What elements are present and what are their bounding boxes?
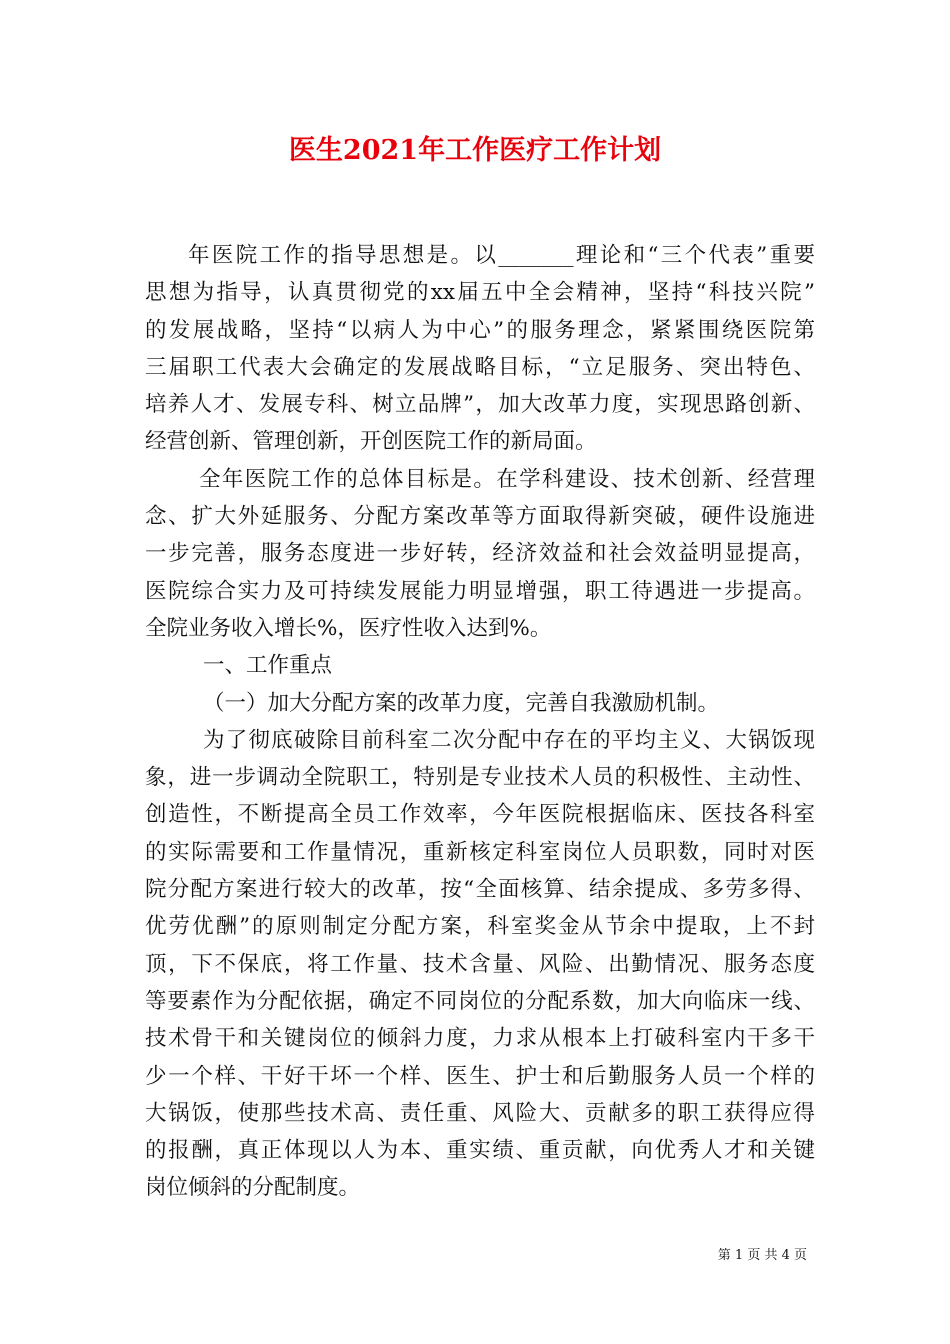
text-line: 岗位倾斜的分配制度。 (145, 1175, 361, 1201)
text-line: 全年医院工作的总体目标是。在学科建设、技术创新、经营理 (199, 466, 815, 492)
text-line: 院分配方案进行较大的改革，按“全面核算、结余提成、多劳多得、 (145, 877, 815, 903)
text-line: 培养人才、发展专科、树立品牌”，加大改革力度，实现思路创新、 (145, 392, 815, 418)
text-line: 的报酬，真正体现以人为本、重实绩、重贡献，向优秀人才和关键 (145, 1138, 815, 1164)
document-body (145, 237, 815, 1207)
subsection-heading (145, 685, 815, 722)
text-line: 念、扩大外延服务、分配方案改革等方面取得新突破，硬件设施进 (145, 504, 815, 530)
text-line: 全院业务收入增长%，医疗性收入达到%。 (145, 615, 552, 641)
text-line: 顶，下不保底，将工作量、技术含量、风险、出勤情况、服务态度 (145, 951, 815, 977)
text-line: 年医院工作的指导思想是。以_______理论和“三个代表”重要 (188, 243, 815, 268)
text-line: 三届职工代表大会确定的发展战略目标，“立足服务、突出特色、 (145, 354, 815, 380)
text-line: 等要素作为分配依据，确定不同岗位的分配系数，加大向临床一线、 (145, 988, 815, 1014)
text-line: 医院综合实力及可持续发展能力明显增强，职工待遇进一步提高。 (145, 578, 815, 604)
paragraph-distribution-reform (145, 722, 815, 1207)
text-line: 大锅饭，使那些技术高、责任重、风险大、贡献多的职工获得应得 (145, 1100, 815, 1126)
paragraph-overall-goal (145, 461, 815, 647)
text-line: 技术骨干和关键岗位的倾斜力度，力求从根本上打破科室内干多干 (145, 1026, 815, 1052)
text-line: 一步完善，服务态度进一步好转，经济效益和社会效益明显提高， (145, 541, 815, 567)
document-title: 医生2021年工作医疗工作计划 (288, 135, 662, 166)
paragraph-guiding-thought (145, 237, 815, 461)
text-line: 的发展战略，坚持“以病人为中心”的服务理念，紧紧围绕医院第 (145, 317, 815, 343)
text-line: 为了彻底破除目前科室二次分配中存在的平均主义、大锅饭现 (203, 727, 815, 753)
section-heading (145, 647, 815, 684)
text-line: 创造性，不断提高全员工作效率，今年医院根据临床、医技各科室 (145, 802, 815, 828)
text-line: 经营创新、管理创新，开创医院工作的新局面。 (145, 429, 597, 455)
text-line: 的实际需要和工作量情况，重新核定科室岗位人员职数，同时对医 (145, 839, 815, 865)
text-line: 思想为指导，认真贯彻党的xx届五中全会精神，坚持“科技兴院” (145, 280, 815, 306)
text-line: 象，进一步调动全院职工，特别是专业技术人员的积极性、主动性、 (145, 765, 815, 791)
page-number: 第 1 页 共 4 页 (717, 1248, 807, 1263)
text-line: 少一个样、干好干坏一个样、医生、护士和后勤服务人员一个样的 (145, 1063, 815, 1089)
text-line: 一、工作重点 (203, 653, 333, 679)
text-line: （一）加大分配方案的改革力度，完善自我激励机制。 (203, 690, 720, 716)
text-line: 优劳优酬”的原则制定分配方案，科室奖金从节余中提取，上不封 (145, 914, 815, 940)
